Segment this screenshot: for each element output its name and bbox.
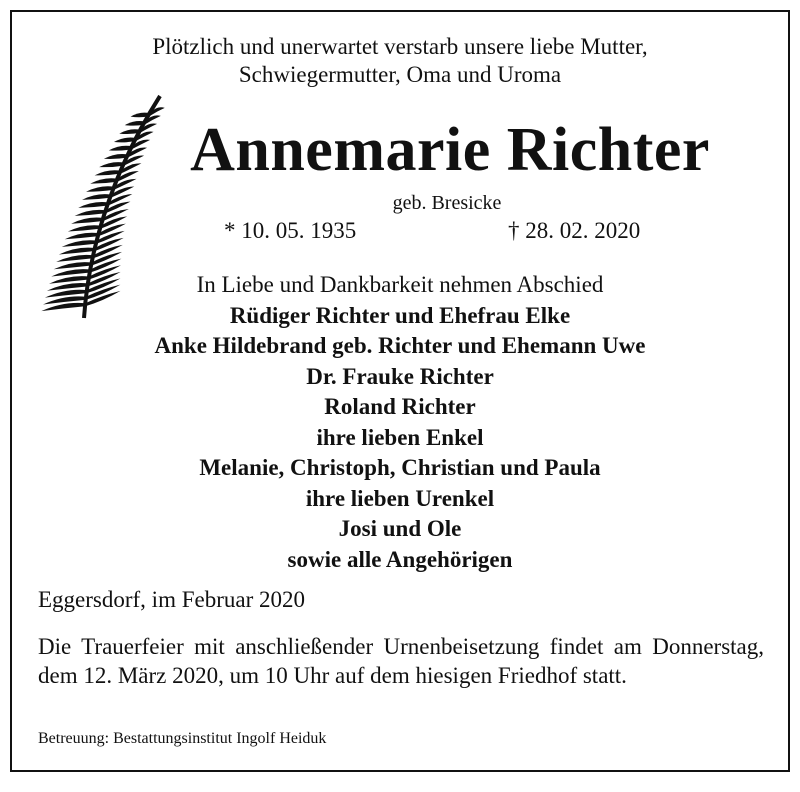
place-date: Eggersdorf, im Februar 2020	[38, 587, 305, 612]
palm-leaf-left	[90, 178, 117, 183]
mourner-line: Roland Richter	[324, 394, 476, 419]
palm-leaf-left	[82, 194, 111, 200]
mourner-line: Rüdiger Richter und Ehefrau Elke	[229, 302, 571, 328]
palm-leaf-left	[59, 248, 95, 255]
palm-leaf-left	[86, 186, 114, 191]
palm-leaf-left	[68, 225, 101, 231]
intro-line-2: Schwiegermutter, Oma und Uroma	[238, 62, 562, 87]
birth-name: geb. Bresicke	[392, 192, 502, 214]
obituary-notice	[10, 10, 790, 772]
palm-leaf-left	[71, 218, 103, 224]
mourner-line: Dr. Frauke Richter	[306, 363, 494, 389]
mourner-line: In Liebe und Dankbarkeit nehmen Abschied	[196, 272, 604, 297]
deceased-name: Annemarie Richter	[190, 116, 710, 184]
mourner-line: Melanie, Christoph, Christian und Paula	[199, 455, 601, 480]
palm-leaf-left	[78, 202, 108, 208]
mourner-line: ihre lieben Enkel	[316, 424, 484, 450]
mourner-line: sowie alle Angehörigen	[287, 546, 513, 572]
death-date: † 28. 02. 2020	[508, 218, 641, 243]
palm-leaf-left	[65, 233, 99, 240]
mourners-list	[12, 270, 788, 575]
mourner-line: Anke Hildebrand geb. Richter und Ehemann Uwe	[154, 333, 646, 358]
intro-line-1: Plötzlich und unerwartet verstarb unsere liebe Mutter,	[152, 34, 648, 59]
palm-leaf-left	[54, 262, 92, 269]
birth-date: * 10. 05. 1935	[224, 218, 357, 243]
palm-leaf-left	[62, 240, 97, 247]
palm-leaf-left	[75, 210, 106, 216]
ceremony-text: Die Trauerfeier mit anschließender Urnenbeisetzung findet am Donnerstag, dem 12. März 2020, um 10 Uhr auf dem hiesigen Friedhof statt.	[38, 634, 764, 688]
mourner-line: Josi und Ole	[338, 516, 462, 541]
undertaker-credit: Betreuung: Bestattungsinstitut Ingolf Heiduk	[38, 730, 327, 747]
palm-leaf-left	[56, 255, 93, 262]
mourner-line: ihre lieben Urenkel	[305, 485, 495, 511]
palm-leaf-left	[95, 170, 121, 175]
